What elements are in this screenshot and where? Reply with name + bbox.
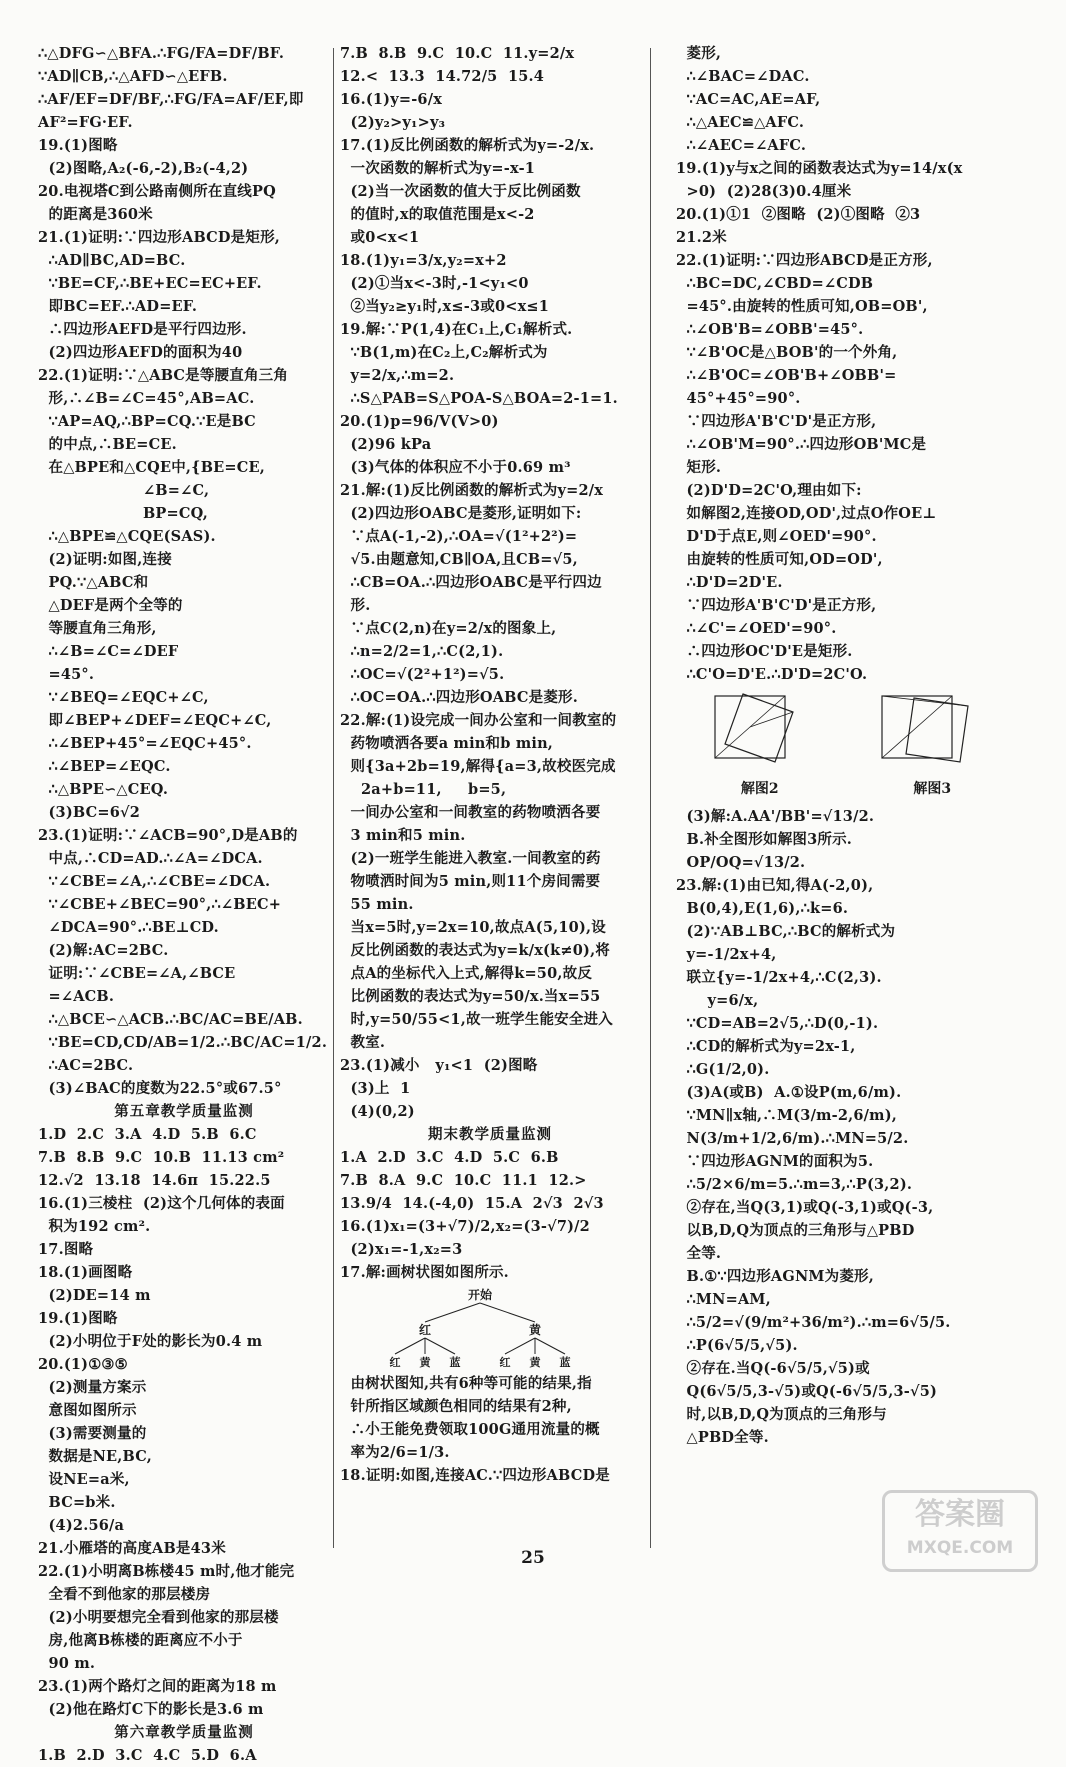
- answer-line: (3)需要测量的: [38, 1425, 147, 1442]
- answer-line: (4)2.56/a: [38, 1517, 125, 1534]
- answer-line: ∴AD∥BC,AD=BC.: [38, 252, 186, 269]
- answer-line: ∵∠B'OC是△BOB'的一个外角,: [676, 344, 898, 361]
- answer-line: 2a+b=11, b=5,: [340, 781, 507, 798]
- answer-line: (2)96 kPa: [340, 436, 432, 453]
- answer-line: ∴四边形OC'D'E是矩形.: [676, 643, 853, 660]
- answer-line: 22.解:(1)设完成一间办公室和一间教室的: [340, 712, 617, 729]
- answer-line: ∴AC=2BC.: [38, 1057, 134, 1074]
- answer-line: ∴CB=OA.∴四边形OABC是平行四边: [340, 574, 602, 591]
- answer-line: ∴5/2×6/m=5.∴m=3,∴P(3,2).: [676, 1176, 913, 1193]
- tree-root-label: 开始: [467, 1288, 493, 1302]
- answer-line: 16.(1)x₁=(3+√7)/2,x₂=(3-√7)/2: [340, 1218, 590, 1235]
- left-column: [38, 42, 330, 1767]
- answer-line: 21.小雁塔的高度AB是43米: [38, 1540, 226, 1557]
- answer-line: 联立{y=-1/2x+4,∴C(2,3).: [676, 969, 882, 986]
- column-divider: [333, 48, 334, 1548]
- answer-line: (2)他在路灯C下的影长是3.6 m: [38, 1701, 264, 1718]
- answer-line: ∴小王能免费领取100G通用流量的概: [340, 1421, 600, 1438]
- answer-line: 菱形,: [676, 45, 722, 62]
- answer-line: 则{3a+2b=19,解得{a=3,故校医完成: [340, 758, 616, 775]
- answer-line: (3)A(或B) A.①设P(m,6/m).: [676, 1084, 902, 1101]
- tree-node-l2: 黄: [419, 1356, 431, 1369]
- answer-line: ∵四边形A'B'C'D'是正方形,: [676, 413, 877, 430]
- answer-line: 比例函数的表达式为y=50/x.当x=55: [340, 988, 601, 1005]
- tree-node-l2: 黄: [529, 1356, 541, 1369]
- answer-line: ∵BE=CD,CD/AB=1/2.∴BC/AC=1/2.: [38, 1034, 328, 1051]
- answer-line: 12.√2 13.18 14.6π 15.22.5: [38, 1172, 271, 1189]
- answer-line: >0) (2)28(3)0.4厘米: [676, 183, 852, 200]
- right-column: [676, 42, 1021, 1449]
- answer-line: ∴△BPE∽△CEQ.: [38, 781, 169, 798]
- answer-line: ∴C'O=D'E.∴D'D=2C'O.: [676, 666, 868, 683]
- answer-line: BP=CQ,: [38, 505, 208, 522]
- answer-line: 19.(1)图略: [38, 137, 118, 154]
- answer-line: (2)一班学生能进入教室.一间教室的药: [340, 850, 601, 867]
- answer-line: ∵AC=AC,AE=AF,: [676, 91, 821, 108]
- section-heading: 第六章教学质量监测: [114, 1724, 254, 1741]
- answer-line: 12.< 13.3 14.72/5 15.4: [340, 68, 545, 85]
- answer-line: 由旋转的性质可知,OD=OD',: [676, 551, 883, 568]
- answer-line: 在△BPE和△CQE中,{BE=CE,: [38, 459, 266, 476]
- answer-line: (2)∵AB⊥BC,∴BC的解析式为: [676, 923, 896, 940]
- answer-line: ∠DCA=90°.∴BE⊥CD.: [38, 919, 219, 936]
- answer-line: 16.(1)三棱柱 (2)这个几何体的表面: [38, 1195, 285, 1212]
- answer-line: (2)测量方案示: [38, 1379, 147, 1396]
- answer-line: (4)(0,2): [340, 1103, 415, 1120]
- answer-line: (3)BC=6√2: [38, 804, 141, 821]
- answer-line: ∴∠BEP=∠EQC.: [38, 758, 171, 775]
- answer-line: ∠B=∠C,: [38, 482, 210, 499]
- solution-figure-3: [872, 690, 992, 801]
- tree-node-l2: 红: [499, 1356, 511, 1369]
- answer-line: ∴BC=DC,∠CBD=∠CDB: [676, 275, 874, 292]
- answer-line: =45°.由旋转的性质可知,OB=OB',: [676, 298, 928, 315]
- answer-line: 20.(1)①1 ②图略 (2)①图略 ②3: [676, 206, 921, 223]
- answer-line: 18.证明:如图,连接AC.∵四边形ABCD是: [340, 1467, 610, 1484]
- watermark-site: MXQE.COM: [906, 1538, 1014, 1558]
- answer-line: 17.图略: [38, 1241, 94, 1258]
- answer-line: 20.(1)p=96/V(V>0): [340, 413, 499, 430]
- answer-line: ∴MN=AM,: [676, 1291, 771, 1308]
- answer-line: 一间办公室和一间教室的药物喷洒各要: [340, 804, 601, 821]
- answer-line: ∵点A(-1,-2),∴OA=√(1²+2²)=: [340, 528, 578, 545]
- answer-line: ∴OC=√(2²+1²)=√5.: [340, 666, 505, 683]
- answer-line: ∴∠B=∠C=∠DEF: [38, 643, 179, 660]
- answer-line: 13.9/4 14.(-4,0) 15.A 2√3 2√3: [340, 1195, 604, 1212]
- answer-line: (2)图略,A₂(-6,-2),B₂(-4,2): [38, 160, 249, 177]
- answer-line: 17.解:画树状图如图所示.: [340, 1264, 509, 1281]
- answer-line: 形.: [340, 597, 371, 614]
- answer-line: ∴OC=OA.∴四边形OABC是菱形.: [340, 689, 578, 706]
- answer-line: 45°+45°=90°.: [676, 390, 801, 407]
- answer-line: ∵AP=AQ,∴BP=CQ.∵E是BC: [38, 413, 256, 430]
- answer-line: √5.由题意知,CB∥OA,且CB=√5,: [340, 551, 578, 568]
- answer-line: ∵BE=CF,∴BE+EC=EC+EF.: [38, 275, 262, 292]
- answer-line: B.①∵四边形AGNM为菱形,: [676, 1268, 875, 1285]
- answer-line: 的距离是360米: [38, 206, 153, 223]
- answer-line: 19.(1)图略: [38, 1310, 118, 1327]
- answer-line: 7.B 8.B 9.C 10.B 11.13 cm²: [38, 1149, 285, 1166]
- answer-line: 针所指区域颜色相同的结果有2种,: [340, 1398, 572, 1415]
- answer-line: 23.解:(1)由已知,得A(-2,0),: [676, 877, 874, 894]
- answer-line: ∵∠CBE=∠A,∴∠CBE=∠DCA.: [38, 873, 271, 890]
- answer-line: y=6/x,: [676, 992, 759, 1009]
- answer-line: (2)解:AC=2BC.: [38, 942, 169, 959]
- watermark-logo: [882, 1490, 1038, 1572]
- answer-line: 7.B 8.A 9.C 10.C 11.1 12.>: [340, 1172, 587, 1189]
- figure-caption: 解图3: [913, 781, 952, 797]
- answer-line: 22.(1)证明:∵△ABC是等腰直角三角: [38, 367, 289, 384]
- answer-line: 21.解:(1)反比例函数的解析式为y=2/x: [340, 482, 604, 499]
- solution-figure-2: [705, 690, 815, 801]
- answer-line: ∴△DFG∽△BFA.∴FG/FA=DF/BF.: [38, 45, 285, 62]
- answer-line: Q(6√5/5,3-√5)或Q(-6√5/5,3-√5): [676, 1383, 938, 1400]
- answer-line: 1.D 2.C 3.A 4.D 5.B 6.C: [38, 1126, 257, 1143]
- answer-line: (3)解:A.AA'/BB'=√13/2.: [676, 808, 875, 825]
- answer-line: =45°.: [38, 666, 95, 683]
- answer-line: 率为2/6=1/3.: [340, 1444, 450, 1461]
- answer-line: AF²=FG·EF.: [38, 114, 133, 131]
- tree-diagram: [340, 1286, 620, 1370]
- answer-line: BC=b米.: [38, 1494, 116, 1511]
- answer-line: 时,以B,D,Q为顶点的三角形与: [676, 1406, 887, 1423]
- answer-line: (2)y₂>y₁>y₃: [340, 114, 446, 131]
- answer-line: y=2/x,∴m=2.: [340, 367, 455, 384]
- middle-column: [340, 42, 640, 1487]
- answer-line: B.补全图形如解图3所示.: [676, 831, 853, 848]
- answer-line: 教室.: [340, 1034, 386, 1051]
- answer-line: ∵四边形A'B'C'D'是正方形,: [676, 597, 877, 614]
- answer-line: 证明:∵∠CBE=∠A,∠BCE: [38, 965, 236, 982]
- answer-line: ∴∠OB'B=∠OBB'=45°.: [676, 321, 864, 338]
- answer-line: 设NE=a米,: [38, 1471, 130, 1488]
- answer-line: PQ.∵△ABC和: [38, 574, 149, 591]
- answer-line: 17.(1)反比例函数的解析式为y=-2/x.: [340, 137, 595, 154]
- answer-line: 22.(1)证明:∵四边形ABCD是正方形,: [676, 252, 933, 269]
- answer-line: (2)当一次函数的值大于反比例函数: [340, 183, 581, 200]
- tree-node-l2: 蓝: [559, 1356, 571, 1369]
- answer-line: 20.(1)①③⑤: [38, 1356, 128, 1373]
- answer-line: N(3/m+1/2,6/m).∴MN=5/2.: [676, 1130, 909, 1147]
- answer-line: 由树状图知,共有6种等可能的结果,指: [340, 1375, 592, 1392]
- answer-line: 16.(1)y=-6/x: [340, 91, 443, 108]
- answer-line: 55 min.: [340, 896, 414, 913]
- answer-line: ∴∠BAC=∠DAC.: [676, 68, 810, 85]
- answer-line: 3 min和5 min.: [340, 827, 466, 844]
- answer-line: (3)气体的体积应不小于0.69 m³: [340, 459, 571, 476]
- answer-line: 物喷洒时间为5 min,则11个房间需要: [340, 873, 601, 890]
- answer-line: ∴∠AEC=∠AFC.: [676, 137, 807, 154]
- answer-line: 积为192 cm².: [38, 1218, 151, 1235]
- answer-line: ∴AF/EF=DF/BF,∴FG/FA=AF/EF,即: [38, 91, 304, 108]
- answer-line: ∴∠B'OC=∠OB'B+∠OBB'=: [676, 367, 897, 384]
- answer-line: ∴△AEC≌△AFC.: [676, 114, 805, 131]
- answer-line: ∴CD的解析式为y=2x-1,: [676, 1038, 856, 1055]
- answer-line: ∴∠C'=∠OED'=90°.: [676, 620, 837, 637]
- answer-line: 房,他离B栋楼的距离应不小于: [38, 1632, 243, 1649]
- answer-line: ②存在.当Q(-6√5/5,√5)或: [676, 1360, 870, 1377]
- answer-line: 全等.: [676, 1245, 722, 1262]
- answer-line: ∵∠BEQ=∠EQC+∠C,: [38, 689, 209, 706]
- column-divider: [650, 48, 651, 1548]
- answer-line: 全看不到他家的那层楼房: [38, 1586, 211, 1603]
- tree-node-l1: 红: [418, 1323, 432, 1337]
- answer-line: ∴四边形AEFD是平行四边形.: [38, 321, 247, 338]
- answer-line: ∵CD=AB=2√5,∴D(0,-1).: [676, 1015, 879, 1032]
- tree-node-l1: 黄: [528, 1323, 542, 1337]
- answer-line: ②当y₂≥y₁时,x≤-3或0<x≤1: [340, 298, 550, 315]
- answer-line: 数据是NE,BC,: [38, 1448, 153, 1465]
- page-number: 25: [521, 1548, 545, 1568]
- answer-line: 19.解:∵P(1,4)在C₁上,C₁解析式.: [340, 321, 573, 338]
- answer-line: ∵MN∥x轴,∴M(3/m-2,6/m),: [676, 1107, 898, 1124]
- answer-line: △DEF是两个全等的: [38, 597, 183, 614]
- answer-line: 等腰直角三角形,: [38, 620, 157, 637]
- section-heading: 期末教学质量监测: [428, 1126, 552, 1143]
- tree-node-l2: 红: [389, 1356, 401, 1369]
- answer-line: 19.(1)y与x之间的函数表达式为y=14/x(x: [676, 160, 963, 177]
- answer-line: △PBD全等.: [676, 1429, 769, 1446]
- figure-caption: 解图2: [740, 781, 779, 797]
- answer-line: ∵点C(2,n)在y=2/x的图象上,: [340, 620, 557, 637]
- answer-line: (2)小明要想完全看到他家的那层楼: [38, 1609, 279, 1626]
- section-heading: 第五章教学质量监测: [114, 1103, 254, 1120]
- answer-line: ∵AD∥CB,∴△AFD∽△EFB.: [38, 68, 228, 85]
- answer-line: D'D于点E,则∠OED'=90°.: [676, 528, 877, 545]
- answer-line: 22.(1)小明离B栋楼45 m时,他才能完: [38, 1563, 295, 1580]
- answer-line: 中点,∴CD=AD.∴∠A=∠DCA.: [38, 850, 263, 867]
- answer-line: (3)上 1: [340, 1080, 411, 1097]
- answer-line: ∴n=2/2=1,∴C(2,1).: [340, 643, 504, 660]
- solution-figures: [676, 690, 1021, 801]
- answer-line: 即∠BEP+∠DEF=∠EQC+∠C,: [38, 712, 272, 729]
- answer-line: ∴∠BEP+45°=∠EQC+45°.: [38, 735, 252, 752]
- answer-line: 18.(1)画图略: [38, 1264, 133, 1281]
- answer-line: (2)证明:如图,连接: [38, 551, 172, 568]
- tree-node-l2: 蓝: [449, 1356, 461, 1369]
- square-rotation-figure: [705, 690, 815, 770]
- answer-line: ∴△BPE≌△CQE(SAS).: [38, 528, 216, 545]
- answer-line: y=-1/2x+4,: [676, 946, 777, 963]
- answer-line: 1.A 2.D 3.C 4.D 5.C 6.B: [340, 1149, 559, 1166]
- answer-line: 20.电视塔C到公路南侧所在直线PQ: [38, 183, 276, 200]
- answer-line: OP/OQ=√13/2.: [676, 854, 806, 871]
- answer-line: 反比例函数的表达式为y=k/x(k≠0),将: [340, 942, 611, 959]
- answer-line: 一次函数的解析式为y=-x-1: [340, 160, 536, 177]
- answer-line: (2)四边形AEFD的面积为40: [38, 344, 243, 361]
- answer-line: 形,∴∠B=∠C=45°,AB=AC.: [38, 390, 255, 407]
- answer-line: 21.2米: [676, 229, 727, 246]
- answer-line: ∵∠CBE+∠BEC=90°,∴∠BEC+: [38, 896, 282, 913]
- answer-line: 意图如图所示: [38, 1402, 137, 1419]
- answer-line: (2)①当x<-3时,-1<y₁<0: [340, 275, 529, 292]
- answer-line: ∴G(1/2,0).: [676, 1061, 770, 1078]
- answer-line: 药物喷洒各要a min和b min,: [340, 735, 554, 752]
- answer-line: (2)x₁=-1,x₂=3: [340, 1241, 463, 1258]
- answer-line: 18.(1)y₁=3/x,y₂=x+2: [340, 252, 507, 269]
- answer-line: ∴5/2=√(9/m²+36/m²).∴m=6√5/5.: [676, 1314, 951, 1331]
- answer-line: (2)四边形OABC是菱形,证明如下:: [340, 505, 582, 522]
- answer-line: 1.B 2.D 3.C 4.C 5.D 6.A: [38, 1747, 257, 1764]
- answer-line: 21.(1)证明:∵四边形ABCD是矩形,: [38, 229, 281, 246]
- answer-line: 23.(1)减小 y₁<1 (2)图略: [340, 1057, 538, 1074]
- answer-line: 点A的坐标代入上式,解得k=50,故反: [340, 965, 593, 982]
- answer-line: (2)小明位于F处的影长为0.4 m: [38, 1333, 263, 1350]
- answer-line: 7.B 8.B 9.C 10.C 11.y=2/x: [340, 45, 575, 62]
- answer-line: (2)DE=14 m: [38, 1287, 151, 1304]
- answer-line: ∴∠OB'M=90°.∴四边形OB'MC是: [676, 436, 927, 453]
- watermark-mark: 答案圈: [915, 1497, 1005, 1532]
- answer-line: 的中点,∴BE=CE.: [38, 436, 177, 453]
- answer-line: 23.(1)证明:∵∠ACB=90°,D是AB的: [38, 827, 298, 844]
- answer-line: 以B,D,Q为顶点的三角形与△PBD: [676, 1222, 915, 1239]
- answer-line: 90 m.: [38, 1655, 96, 1672]
- answer-line: (3)∠BAC的度数为22.5°或67.5°: [38, 1080, 282, 1097]
- answer-line: 矩形.: [676, 459, 722, 476]
- answer-line: 如解图2,连接OD,OD',过点O作OE⊥: [676, 505, 937, 522]
- answer-line: 当x=5时,y=2x=10,故点A(5,10),设: [340, 919, 606, 936]
- answer-line: =∠ACB.: [38, 988, 115, 1005]
- answer-line: (2)D'D=2C'O,理由如下:: [676, 482, 862, 499]
- answer-line: 的值时,x的取值范围是x<-2: [340, 206, 535, 223]
- answer-line: 时,y=50/55<1,故一班学生能安全进入: [340, 1011, 613, 1028]
- answer-line: ∵四边形AGNM的面积为5.: [676, 1153, 874, 1170]
- answer-line: 即BC=EF.∴AD=EF.: [38, 298, 198, 315]
- answer-line: ∴S△PAB=S△POA-S△BOA=2-1=1.: [340, 390, 618, 407]
- answer-line: ②存在,当Q(3,1)或Q(-3,1)或Q(-3,: [676, 1199, 934, 1216]
- answer-line: ∴D'D=2D'E.: [676, 574, 783, 591]
- answer-line: B(0,4),E(1,6),∴k=6.: [676, 900, 849, 917]
- answer-line: ∴△BCE∽△ACB.∴BC/AC=BE/AB.: [38, 1011, 303, 1028]
- answer-line: ∵B(1,m)在C₂上,C₂解析式为: [340, 344, 548, 361]
- answer-line: 23.(1)两个路灯之间的距离为18 m: [38, 1678, 277, 1695]
- answer-line: ∴P(6√5/5,√5).: [676, 1337, 798, 1354]
- answer-line: 或0<x<1: [340, 229, 420, 246]
- square-rotation-figure: [872, 690, 992, 770]
